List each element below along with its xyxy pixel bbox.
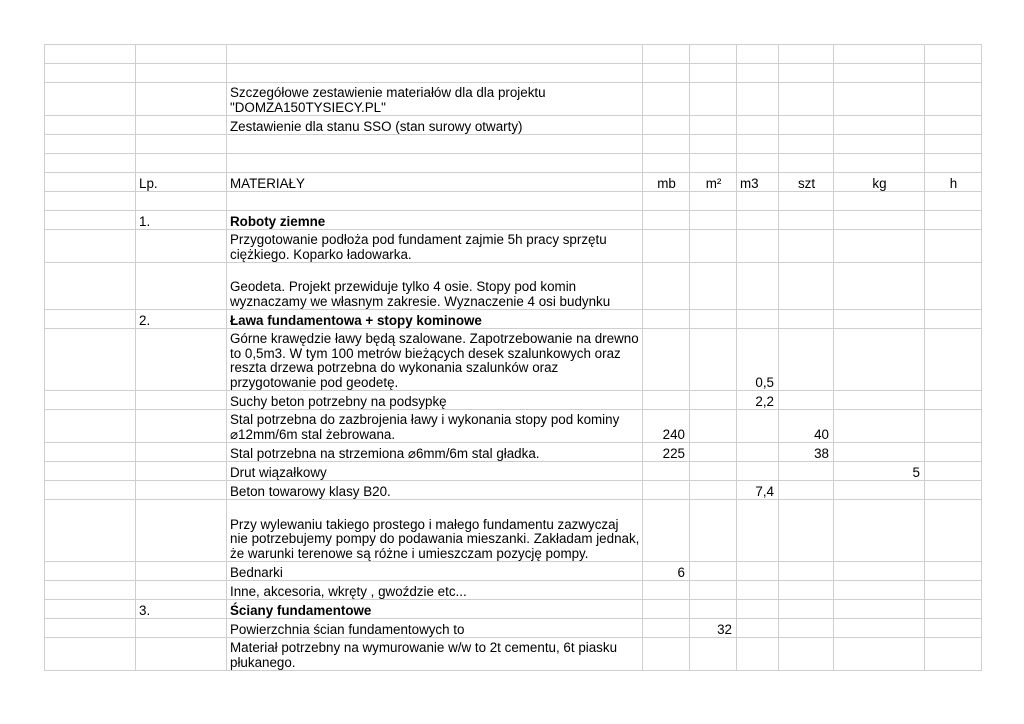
material-description: Inne, akcesoria, wkręty , gwoździe etc... <box>227 581 643 600</box>
empty-row <box>45 135 982 154</box>
table-row <box>45 619 982 638</box>
header-row <box>45 173 982 192</box>
table-row <box>45 581 982 600</box>
document-subtitle: Zestawienie dla stanu SSO (stan surowy otwarty) <box>227 116 643 135</box>
empty-row <box>45 45 982 64</box>
material-description: Beton towarowy klasy B20. <box>227 481 643 500</box>
section-row <box>45 310 982 329</box>
section-row <box>45 600 982 619</box>
value-kg: 5 <box>834 462 925 481</box>
section-number: 2. <box>136 310 227 329</box>
table-row <box>45 462 982 481</box>
value-szt: 38 <box>779 443 834 462</box>
column-header-kg: kg <box>834 173 925 192</box>
table-row <box>45 443 982 462</box>
material-description: Przy wylewaniu takiego prostego i małego fundamentu zazwyczaj nie potrzebujemy pompy do podawania mieszanki. Zakładam jednak, że warunki terenowe są różne i umieszczam pozycję pompy. <box>227 500 643 562</box>
subtitle-row <box>45 116 982 135</box>
value-m3: 7,4 <box>737 481 779 500</box>
material-description: Materiał potrzebny na wymurowanie w/w to 2t cementu, 6t piasku płukanego. <box>227 638 643 671</box>
table-row <box>45 500 982 562</box>
table-row <box>45 329 982 391</box>
material-description: Suchy beton potrzebny na podsypkę <box>227 391 643 410</box>
section-row <box>45 211 982 230</box>
column-header-h: h <box>925 173 982 192</box>
section-title: Ława fundamentowa + stopy kominowe <box>227 310 643 329</box>
title-row <box>45 83 982 116</box>
material-description: Górne krawędzie ławy będą szalowane. Zapotrzebowanie na drewno to 0,5m3. W tym 100 metrów bieżących desek szalunkowych oraz reszta drzewa potrzebna do wykonania szalunków oraz przygotowanie pod geodetę. <box>227 329 643 391</box>
value-m3: 0,5 <box>737 329 779 391</box>
value-mb: 240 <box>643 410 690 443</box>
material-description: Stal potrzebna na strzemiona ⌀6mm/6m stal gładka. <box>227 443 643 462</box>
column-header-mb: mb <box>643 173 690 192</box>
column-header-m2: m² <box>690 173 737 192</box>
document-title: Szczegółowe zestawienie materiałów dla dla projektu "DOMZA150TYSIECY.PL" <box>227 83 643 116</box>
table-row <box>45 230 982 263</box>
section-title: Ściany fundamentowe <box>227 600 643 619</box>
table-row <box>45 638 982 671</box>
value-mb: 225 <box>643 443 690 462</box>
column-header-lp: Lp. <box>136 173 227 192</box>
section-number: 1. <box>136 211 227 230</box>
empty-row <box>45 64 982 83</box>
column-header-szt: szt <box>779 173 834 192</box>
table-row <box>45 562 982 581</box>
material-description: Stal potrzebna do zazbrojenia ławy i wykonania stopy pod kominy ⌀12mm/6m stal żebrowana. <box>227 410 643 443</box>
material-description: Drut wiązałkowy <box>227 462 643 481</box>
spreadsheet <box>44 44 981 671</box>
value-mb: 6 <box>643 562 690 581</box>
section-title: Roboty ziemne <box>227 211 643 230</box>
value-m3: 2,2 <box>737 391 779 410</box>
empty-row <box>45 192 982 211</box>
materials-table <box>44 44 982 671</box>
table-row <box>45 263 982 310</box>
material-description: Geodeta. Projekt przewiduje tylko 4 osie. Stopy pod komin wyznaczamy we własnym zakresie. Wyznaczenie 4 osi budynku <box>227 263 643 310</box>
value-szt: 40 <box>779 410 834 443</box>
material-description: Bednarki <box>227 562 643 581</box>
table-row <box>45 391 982 410</box>
column-header-material: MATERIAŁY <box>227 173 643 192</box>
empty-row <box>45 154 982 173</box>
table-row <box>45 410 982 443</box>
material-description: Powierzchnia ścian fundamentowych to <box>227 619 643 638</box>
table-row <box>45 481 982 500</box>
section-number: 3. <box>136 600 227 619</box>
column-header-m3: m3 <box>737 173 779 192</box>
material-description: Przygotowanie podłoża pod fundament zajmie 5h pracy sprzętu ciężkiego. Koparko ładowarka. <box>227 230 643 263</box>
value-m2: 32 <box>690 619 737 638</box>
